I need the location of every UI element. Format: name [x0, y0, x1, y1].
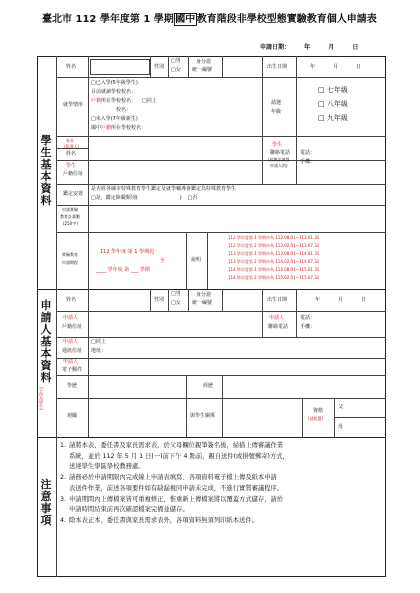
applicant-gender-label: 性別 — [154, 297, 165, 303]
grade-7-option[interactable]: □ 七年級 — [318, 86, 348, 94]
grade-label: 請選 — [271, 100, 282, 106]
applicant-address-label: 申請人 — [63, 315, 79, 321]
notes-list — [60, 441, 382, 527]
guardian-label: 家長 — [66, 138, 74, 143]
mail-address-field[interactable]: 地址： — [91, 348, 107, 354]
edu-label: 學歷 — [67, 383, 78, 389]
period-note: 114 學年度第 2 學期申為 115.02.01~115.07.31 — [228, 275, 320, 280]
notes-section-title: 注 意 事 項 — [40, 478, 52, 527]
status-enrolled-checkbox[interactable]: □已入學(5年級學生) — [91, 80, 138, 86]
student-gender-female[interactable]: □女 — [171, 67, 181, 73]
applicant-tel-field[interactable]: 電話： — [300, 315, 316, 321]
exp-label: 經歷 — [203, 383, 214, 389]
student-address-label: 學生 — [66, 163, 77, 169]
grade-8-option[interactable]: □ 八年級 — [318, 100, 348, 108]
student-dob-field[interactable]: 年 月 日 — [310, 64, 362, 70]
student-tel-field[interactable]: 電話： — [300, 150, 316, 156]
period-label: 實驗教育 — [62, 252, 78, 257]
note-item: 3. 申請期間內上傳檔案皆可重複修正，惟重新上傳檔案將以覆蓋方式儲存，請於 申請時間結束前再次確認檔案完備並儲存。 — [60, 495, 284, 514]
relation-label: 與學生關係 — [190, 413, 216, 419]
applicant-section-title: 申 請 人 基 本 資 料 — [40, 299, 52, 384]
student-gender-male[interactable]: □男 — [171, 58, 181, 64]
qual-label: 資格 — [313, 408, 324, 414]
applicant-dob-label: 出生日期 — [267, 297, 288, 303]
status-new-checkbox[interactable]: □未入學(7年級新生) — [91, 116, 138, 122]
student-id-label: 身分證 — [196, 59, 212, 65]
student-mobile-field[interactable]: 手機： — [300, 159, 316, 165]
qual-mother-option[interactable]: 母 — [338, 424, 344, 430]
period-end[interactable]: ____ 學年度 第 ___ 學期 — [96, 267, 150, 273]
student-name-label: 姓名 — [66, 64, 77, 70]
applicant-gender-female[interactable]: □女 — [171, 300, 181, 306]
special-ed-yes[interactable]: □是，鑑定障礙類別( ) □否 — [91, 195, 198, 201]
period-note: 113 學年度第 1 學期申為 113.08.01~114.01.31 — [228, 251, 320, 256]
period-note: 114 學年度第 1 學期申為 114.08.01~115.01.31 — [228, 267, 320, 272]
student-status-label: 就學情形 — [63, 102, 84, 108]
student-section-title: 學 生 基 本 資 料 — [40, 134, 52, 207]
period-note: 113 學年度第 2 學期申為 114.02.01~114.07.31 — [228, 259, 320, 264]
student-name-field[interactable] — [90, 59, 150, 75]
applicant-name-label: 姓名 — [66, 297, 77, 303]
apply-date: 申請日期： 年 月 日 — [260, 44, 359, 51]
applicant-mail-label: 申請人 — [63, 339, 79, 345]
applicant-mobile-field[interactable]: 手機： — [300, 324, 316, 330]
applicant-dob-field[interactable]: 年 月 日 — [315, 297, 367, 303]
qual-father-option[interactable]: 父 — [338, 404, 344, 410]
note-item: 4. 除本表正本、委任書與家長需求表外，各項資料無須列印紙本送件。 — [60, 516, 258, 524]
period-note: 112 學年度第 2 學期申為 113.02.01~113.07.31 — [228, 243, 320, 248]
job-label: 現職 — [67, 413, 78, 419]
applicant-contact-label: 申請人 — [269, 315, 285, 321]
form-title: 臺北市 112 學年度第 1 學期 國中 教育階段非學校型態實驗教育個人申請表 — [42, 14, 377, 25]
student-gender-label: 性別 — [154, 64, 165, 70]
plan-label: 申請實驗 — [62, 207, 78, 212]
student-dob-label: 出生日期 — [267, 64, 288, 70]
special-ed-label: 鑑定安置 — [63, 191, 84, 197]
applicant-email-label: 申請人 — [63, 359, 79, 365]
note-item: 2. 請務必於申請期限內完成線上申請表填寫、各項資料電子檔上傳及紙本申請 表送件作業，前述各項要件如有缺漏視同申請未完成，不進行實質審議程序。 — [60, 474, 284, 492]
mail-same-checkbox[interactable]: □同上 — [91, 339, 106, 345]
grade-9-option[interactable]: □ 九年級 — [318, 114, 348, 122]
applicant-gender-male[interactable]: □男 — [171, 291, 181, 297]
divider — [37, 437, 386, 438]
period-start[interactable]: 112 學年度 第 1 學期起 — [100, 249, 155, 255]
applicant-id-label: 身分證 — [196, 292, 212, 298]
applicant-section-note: (不得為學生) — [39, 387, 44, 411]
period-note: 112 學年度第 1 學期申為 112.08.01~113.01.31 — [228, 235, 320, 240]
note-item: 1. 請將本表、委任書及家長需求表，於父母欄位親筆簽名後，掃描上傳審議作業 系統，並於 112 年 5 月 1 日(一)前下午 4 點前，親自送件(或掛號郵寄)方式， 送達學生學區學校教務處。 — [60, 442, 289, 471]
divider — [37, 289, 386, 290]
title-level-box: 國中 — [175, 14, 196, 25]
student-contact-label: 學生 — [272, 142, 283, 148]
period-note-label: 說明 — [191, 257, 202, 263]
section-column-line — [56, 56, 57, 577]
